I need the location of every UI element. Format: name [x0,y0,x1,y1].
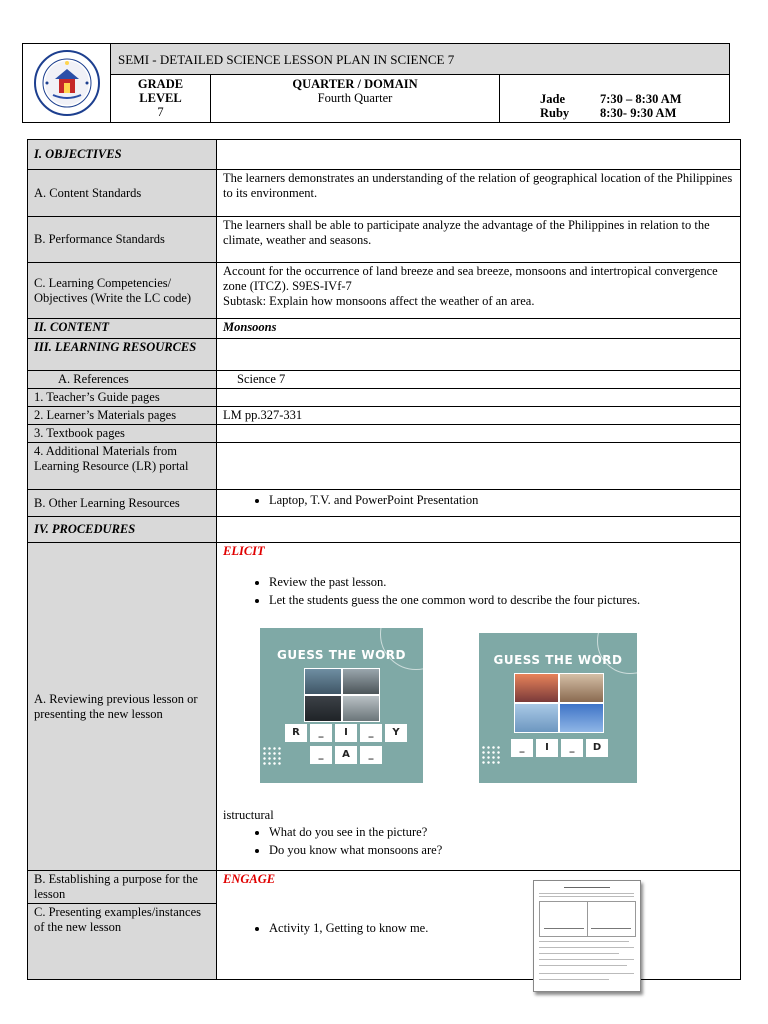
table-row [28,371,741,389]
competencies-label: C. Learning Competencies/ Objectives (Write the LC code) [28,263,217,319]
content-standards-label: A. Content Standards [28,170,217,217]
objectives-heading: I. OBJECTIVES [28,140,217,170]
letter-tile: Y [385,724,407,742]
elicit-list [223,573,734,609]
letter-tile: _ [561,739,583,757]
table-row [28,389,741,407]
list-item: • Review the past lesson. [269,573,734,591]
quarter-cell [211,75,500,122]
lesson-plan-table [27,139,741,980]
grade-value: 7 [157,105,164,119]
competencies-text: Account for the occurrence of land breeze and sea breeze, monsoons and intertropical convergence zone (ITCZ). S9ES-IVf-7 [223,264,718,293]
grade-level-cell [111,75,211,122]
engage-list [223,919,734,937]
rain-photo [304,668,342,695]
umbrella-photo [342,695,380,722]
sheet-line [539,953,619,954]
letter-tile: _ [310,724,332,742]
deped-logo-cell [23,44,111,122]
empty-cell [217,443,741,490]
other-resources-label: B. Other Learning Resources [28,490,217,517]
questions-list [223,823,740,859]
guess-the-word-card-rainy [260,628,423,783]
section-time: 7:30 – 8:30 AM [600,92,682,106]
reviewing-lesson-label: A. Reviewing previous lesson or presenting the new lesson [28,543,217,871]
sheet-line [564,887,610,888]
card-title: GUESS THE WORD [277,648,406,662]
sheet-line [539,965,627,966]
engage-cell [217,871,741,980]
letter-tile: I [335,724,357,742]
purpose-label: B. Establishing a purpose for the lesson [28,871,217,904]
decor-dots [481,745,501,765]
references-label: A. References [28,371,217,389]
subtask-text: Subtask: Explain how monsoons affect the weather of an area. [223,294,535,308]
textbook-label: 3. Textbook pages [28,425,217,443]
sunset-photo [514,673,559,703]
grade-label-2: LEVEL [139,91,182,105]
learners-materials-value: LM pp.327-331 [217,407,741,425]
table-row [28,339,741,371]
letter-tile: R [285,724,307,742]
letter-tile: D [586,739,608,757]
table-row [28,425,741,443]
performance-standards-text: The learners shall be able to participate analyze the advantage of the Philippines in relation to the climate, weather and seasons. [217,217,741,263]
deped-seal-icon [33,49,101,117]
window-rain-photo [304,695,342,722]
letter-tile: A [335,746,357,764]
empty-cell [217,517,741,543]
schedule-cell [500,75,729,122]
table-row [28,217,741,263]
table-row [28,543,741,871]
sheet-diagram [539,901,636,937]
table-row [28,263,741,319]
empty-cell [217,425,741,443]
content-value: Monsoons [217,319,741,339]
letter-tile: _ [310,746,332,764]
storm-photo [342,668,380,695]
teachers-guide-label: 1. Teacher’s Guide pages [28,389,217,407]
sheet-line [539,973,634,974]
sheet-ground [544,928,584,929]
list-item: • Do you know what monsoons are? [269,841,740,859]
schedule-row [500,106,729,120]
sheet-line [539,893,634,894]
other-resources-cell [217,490,741,517]
empty-cell [217,339,741,371]
section-time: 8:30- 9:30 AM [600,106,677,120]
list-item: • Let the students guess the one common word to describe the four pictures. [269,591,734,609]
content-heading: II. CONTENT [28,319,217,339]
sheet-ground [591,928,631,929]
presenting-examples-label: C. Presenting examples/instances of the new lesson [28,904,217,980]
windblown-hair-photo [559,673,604,703]
content-standards-text: The learners demonstrates an understanding of the relation of geographical location of the Philippines to its environment. [217,170,741,217]
elicit-heading: ELICIT [223,544,265,558]
table-row [28,319,741,339]
competencies-cell [217,263,741,319]
performance-standards-label: B. Performance Standards [28,217,217,263]
activity-worksheet-thumbnail [533,880,641,992]
empty-cell [217,389,741,407]
table-row [28,170,741,217]
letter-tile: I [536,739,558,757]
quarter-value: Fourth Quarter [317,91,393,105]
table-row [28,140,741,170]
engage-heading: ENGAGE [223,872,276,886]
list-item: • What do you see in the picture? [269,823,740,841]
procedures-heading: IV. PROCEDURES [28,517,217,543]
lesson-plan-title: SEMI - DETAILED SCIENCE LESSON PLAN IN SCIENCE 7 [111,44,729,75]
list-item: • Laptop, T.V. and PowerPoint Presentation [269,491,734,509]
guess-the-word-card-wind [479,633,637,783]
empty-cell [217,140,741,170]
sheet-line [539,896,634,897]
lesson-header [22,43,730,123]
sheet-line [539,941,629,942]
table-row [28,490,741,517]
sheet-divider [587,902,588,936]
letter-tile: _ [360,724,382,742]
table-row [28,517,741,543]
sheet-line [539,979,609,980]
quarter-label: QUARTER / DOMAIN [292,77,418,91]
note-text: istructural [223,808,274,822]
windmill-photo [559,703,604,733]
sheet-line [539,947,634,948]
card-title: GUESS THE WORD [493,653,623,667]
table-row [28,443,741,490]
wind-turbines-photo [514,703,559,733]
section-name: Jade [540,92,565,106]
letter-tile: _ [360,746,382,764]
letter-tile: _ [511,739,533,757]
other-resources-list [223,491,734,509]
decor-dots [262,746,282,766]
table-row [28,407,741,425]
sheet-line [539,959,634,960]
elicit-cell [217,543,741,871]
references-value: Science 7 [217,371,741,389]
grade-label-1: GRADE [137,77,184,91]
section-name: Ruby [540,106,570,120]
additional-materials-label: 4. Additional Materials from Learning Resource (LR) portal [28,443,217,490]
resources-heading: III. LEARNING RESOURCES [28,339,217,371]
list-item: • Activity 1, Getting to know me. [269,919,734,937]
schedule-row [500,92,729,106]
learners-materials-label: 2. Learner’s Materials pages [28,407,217,425]
